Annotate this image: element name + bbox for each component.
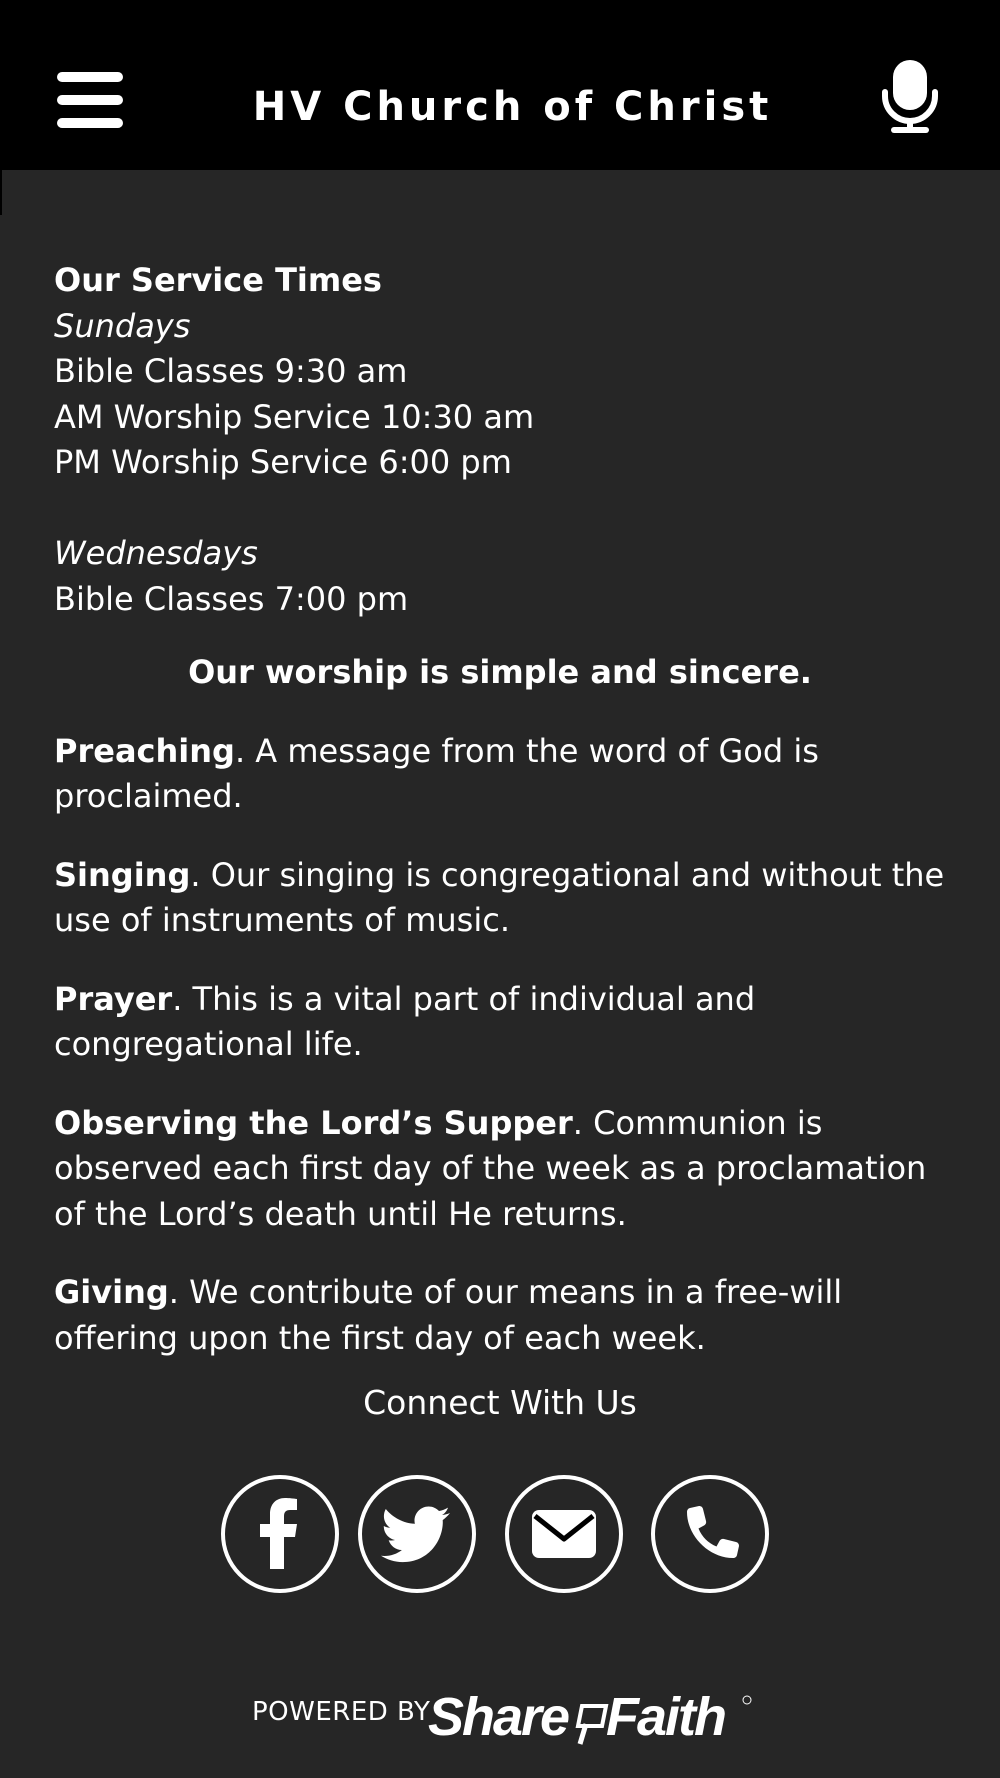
service-line: PM Worship Service 6:00 pm xyxy=(54,443,512,481)
worship-item-prayer xyxy=(54,977,954,1068)
worship-text: . This is a vital part of individual and congregational life. xyxy=(54,979,756,1063)
worship-text: . A message from the word of God is proclaimed. xyxy=(54,731,819,815)
site-title[interactable]: HV Church of Christ xyxy=(252,84,773,130)
worship-term: Prayer xyxy=(54,979,173,1018)
powered-by-label: POWERED BY xyxy=(252,1697,431,1727)
worship-item-singing xyxy=(54,853,954,944)
worship-text: . We contribute of our means in a free-will offering upon the first day of each week. xyxy=(54,1273,843,1357)
connect-heading: Connect With Us xyxy=(363,1383,637,1422)
service-line: AM Worship Service 10:30 am xyxy=(54,397,535,436)
service-line: Bible Classes 9:30 am xyxy=(54,352,408,390)
worship-term: Preaching xyxy=(54,731,235,770)
microphone-icon[interactable] xyxy=(880,58,940,134)
worship-tagline: Our worship is simple and sincere. xyxy=(188,653,812,691)
sharefaith-logo[interactable] xyxy=(426,1688,756,1752)
worship-term: Singing xyxy=(54,855,191,894)
service-line: Bible Classes 7:00 pm xyxy=(54,579,409,618)
phone-icon[interactable] xyxy=(651,1475,769,1593)
top-bar xyxy=(0,0,1000,170)
divider xyxy=(0,170,2,215)
twitter-icon[interactable] xyxy=(358,1475,476,1593)
svg-text:Faith: Faith xyxy=(606,1688,725,1747)
service-times-heading: Our Service Times xyxy=(54,261,382,299)
hamburger-menu-icon[interactable] xyxy=(57,72,123,128)
worship-item-giving xyxy=(54,1270,954,1358)
worship-text: . Our singing is congregational and without the use of instruments of music. xyxy=(54,855,945,939)
sundays-label: Sundays xyxy=(54,306,191,345)
wednesdays-label: Wednesdays xyxy=(54,534,258,572)
email-icon[interactable] xyxy=(505,1475,623,1593)
facebook-icon[interactable] xyxy=(221,1475,339,1593)
worship-text: . Communion is observed each first day of the week as a proclamation of the Lord’s death until He returns. xyxy=(54,1103,927,1233)
worship-item-preaching xyxy=(54,729,954,820)
worship-term: Observing the Lord’s Supper xyxy=(54,1103,573,1142)
svg-text:Share: Share xyxy=(428,1688,569,1747)
worship-item-lords-supper xyxy=(54,1101,954,1238)
worship-term: Giving xyxy=(54,1273,169,1311)
main-content xyxy=(54,258,954,1358)
